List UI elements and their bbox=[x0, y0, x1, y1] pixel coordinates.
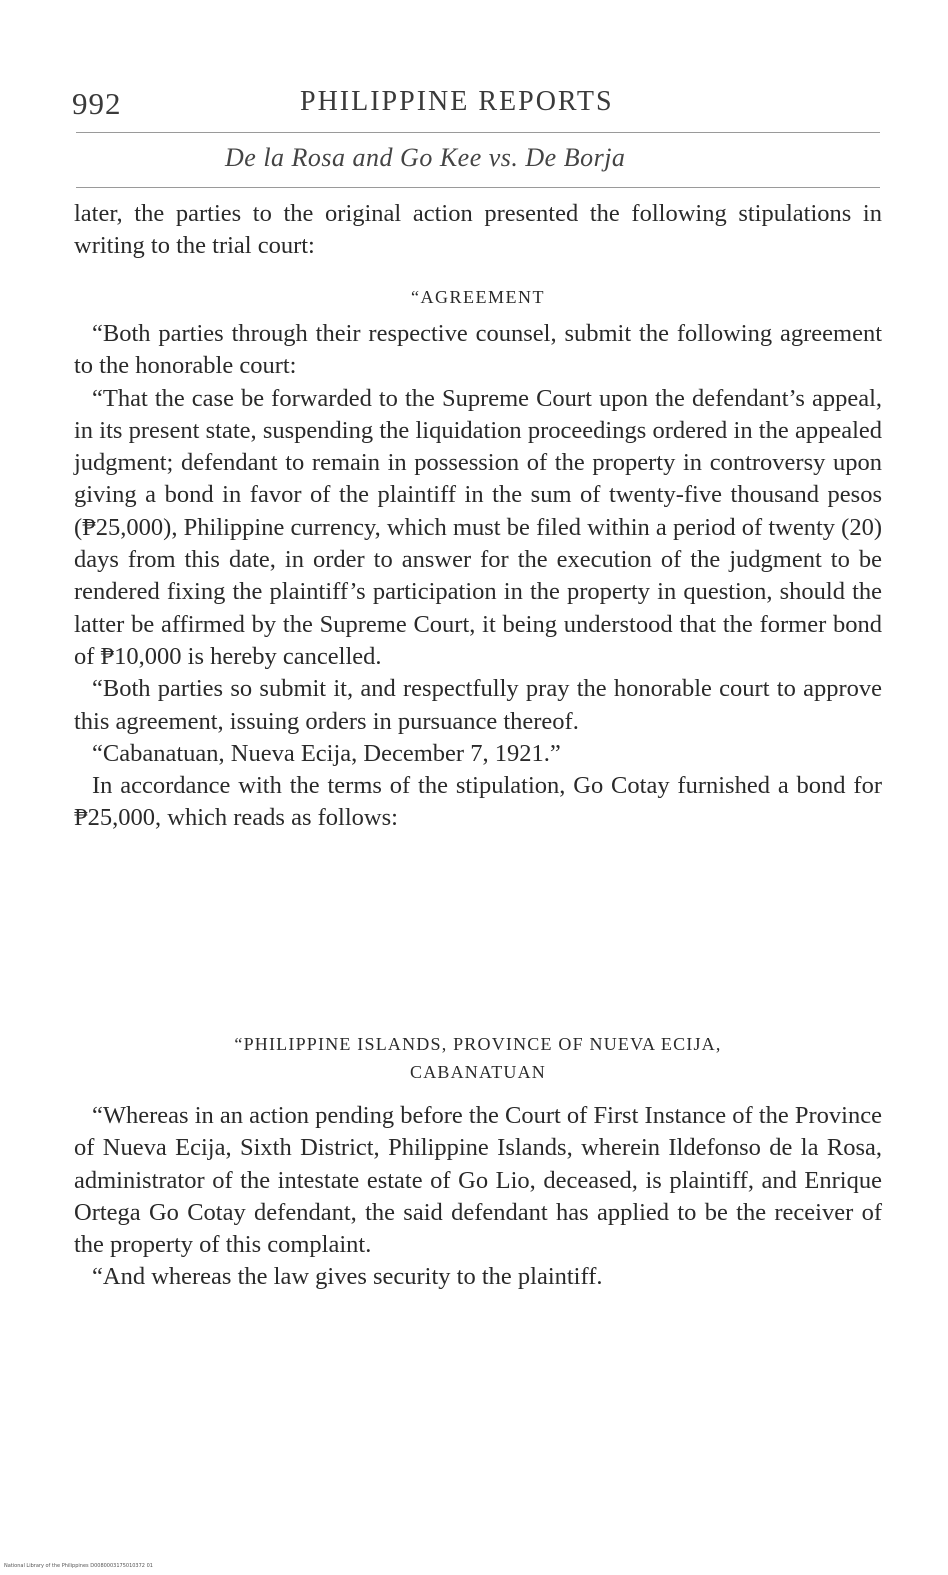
header-rule-top bbox=[76, 132, 880, 133]
header-rule-bottom bbox=[76, 187, 880, 188]
bond-heading bbox=[74, 1030, 882, 1086]
bond-paragraph: “Whereas in an action pending before the Court of First Instance of the Province of Nueva Ecija, Sixth District, Philippine Islands, wherein Ildefonso de la Rosa, administrator of the intestate estate of Go Lio, deceased, is plaintiff, and Enrique Ortega Go Cotay defendant, the said defendant has applied to be the receiver of the property of this complaint. bbox=[74, 1102, 882, 1259]
agreement-paragraph: “That the case be forwarded to the Supreme Court upon the defendant’s appeal, in its present state, suspending the liquidation proceedings ordered in the appealed judgment; defendant to remain in possession of the property in controversy upon giving a bond in favor of the plaintiff in the sum of twenty-five thousand pesos (₱25,000), Philippine currency, which must be filed within a period of twenty (20) days from this date, in order to answer for the execution of the judgment to be rendered fixing the plaintiff’s participation in the property in question, should the latter be affirmed by the Supreme Court, it being understood that the former bond of ₱10,000 is hereby cancelled. bbox=[74, 384, 882, 670]
agreement-paragraph: “Both parties so submit it, and respectfully pray the honorable court to approve this agreement, issuing orders in pursuance thereof. bbox=[74, 675, 882, 735]
agreement-paragraph: “Cabanatuan, Nueva Ecija, December 7, 1921.” bbox=[92, 739, 561, 767]
bond-heading-line2: CABANATUAN bbox=[409, 1062, 546, 1082]
bond-paragraph: “And whereas the law gives security to the plaintiff. bbox=[92, 1263, 603, 1291]
page-number: 992 bbox=[72, 86, 122, 121]
running-head: PHILIPPINE REPORTS bbox=[300, 86, 614, 117]
bond-heading-line1: “PHILIPPINE ISLANDS, PROVINCE OF NUEVA ECIJA, bbox=[234, 1034, 722, 1054]
agreement-heading-text: “AGREEMENT bbox=[411, 287, 545, 307]
agreement-paragraph: In accordance with the terms of the stipulation, Go Cotay furnished a bond for ₱25,000, which reads as follows: bbox=[74, 772, 882, 832]
case-title: De la Rosa and Go Kee vs. De Borja bbox=[225, 143, 626, 172]
bond-body bbox=[74, 1100, 882, 1294]
agreement-body bbox=[74, 318, 882, 835]
intro-paragraph bbox=[74, 198, 882, 263]
intro-text: later, the parties to the original action presented the following stipulations in writing to the trial court: bbox=[74, 200, 882, 260]
agreement-paragraph: “Both parties through their respective counsel, submit the following agreement to the honorable court: bbox=[74, 320, 882, 380]
scan-footer-note: National Library of the Philippines D0080003175010372 01 bbox=[4, 1563, 153, 1569]
agreement-heading bbox=[74, 282, 882, 312]
